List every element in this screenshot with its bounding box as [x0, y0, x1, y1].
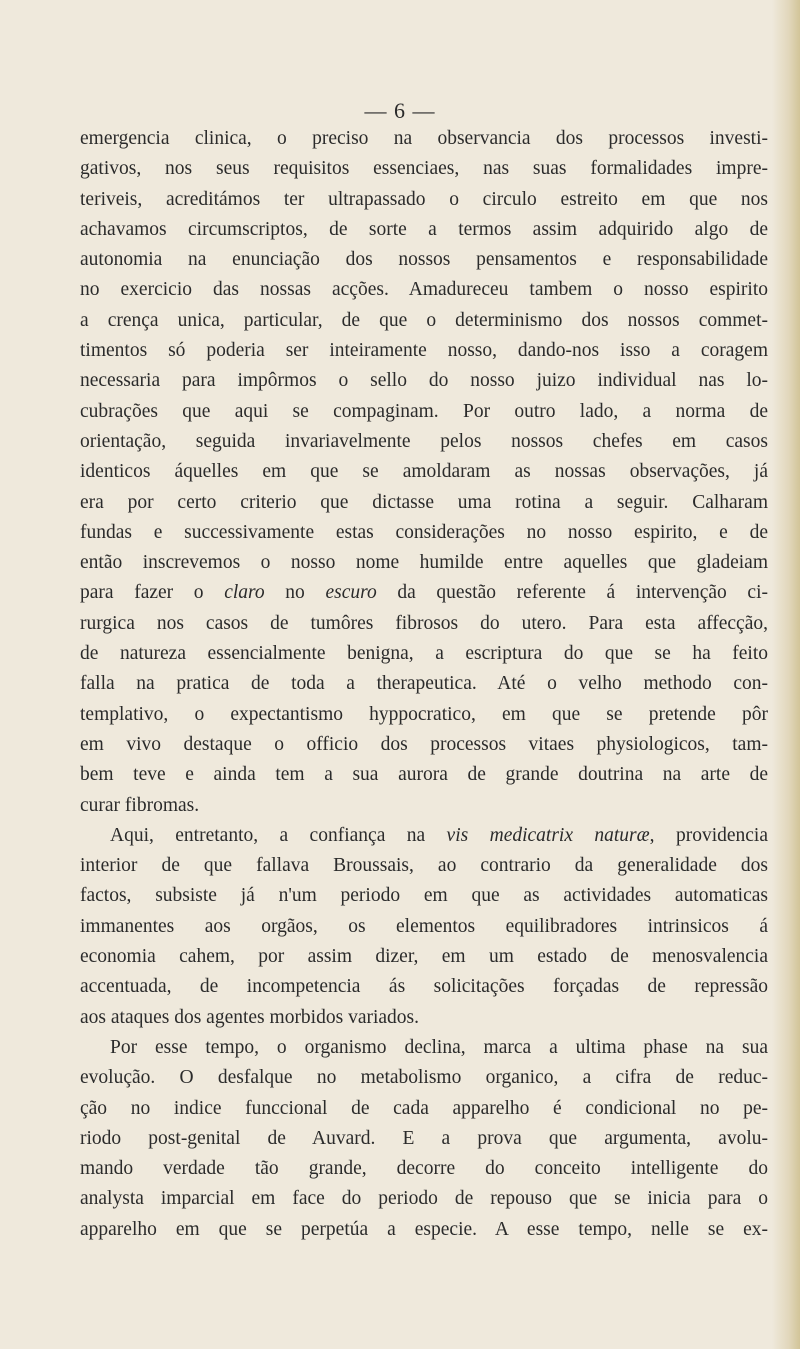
text-line: autonomia na enunciação dos nossos pensamentos e responsabilidade [80, 249, 768, 271]
text-segment: da questão referente á intervenção ci- [376, 582, 768, 604]
text-line: orientação, seguida invariavelmente pelos nossos chefes em casos [80, 430, 768, 452]
text-line: economia cahem, por assim dizer, em um estado de menosvalencia [80, 946, 768, 968]
text-line: Por esse tempo, o organismo declina, marca a ultima phase na sua [110, 1036, 768, 1058]
text-line: fundas e successivamente estas considerações no nosso espirito, e de [80, 521, 768, 543]
text-line: timentos só poderia ser inteiramente nosso, dando-nos isso a coragem [80, 340, 768, 362]
text-line: falla na pratica de toda a therapeutica. Até o velho methodo con- [80, 673, 768, 695]
text-line: templativo, o expectantismo hyppocratico, em que se pretende pôr [80, 703, 768, 725]
text-line: de natureza essencialmente benigna, a escriptura do que se ha feito [80, 643, 768, 665]
text-line: então inscrevemos o nosso nome humilde entre aquelles que gladeiam [80, 552, 768, 574]
text-line: gativos, nos seus requisitos essenciaes, nas suas formalidades impre- [80, 158, 768, 180]
text-line: bem teve e ainda tem a sua aurora de grande doutrina na arte de [80, 764, 768, 786]
text-line: achavamos circumscriptos, de sorte a termos assim adquirido algo de [80, 218, 768, 240]
text-line: teriveis, acreditámos ter ultrapassado o circulo estreito em que nos [80, 188, 768, 210]
text-line-with-italics [80, 578, 768, 608]
italic-term-vis-medicatrix: vis medicatrix naturæ [446, 824, 650, 846]
text-line: cubrações que aqui se compaginam. Por outro lado, a norma de [80, 400, 768, 422]
text-line: factos, subsiste já n'um periodo em que as actividades automaticas [80, 885, 768, 907]
text-line: necessaria para impôrmos o sello do nosso juizo individual nas lo- [80, 370, 768, 392]
text-line: analysta imparcial em face do periodo de repouso que se inicia para o [80, 1188, 768, 1210]
italic-term-escuro: escuro [325, 582, 377, 604]
text-line: interior de que fallava Broussais, ao contrario da generalidade dos [80, 855, 768, 877]
text-line: accentuada, de incompetencia ás solicitações forçadas de repressão [80, 976, 768, 998]
text-segment: para fazer o [80, 582, 225, 604]
body-text [80, 124, 768, 1245]
text-line: apparelho em que se perpetúa a especie. A esse tempo, nelle se ex- [80, 1218, 768, 1240]
text-line: rurgica nos casos de tumôres fibrosos do utero. Para esta affecção, [80, 612, 768, 634]
text-line: immanentes aos orgãos, os elementos equilibradores intrinsicos á [80, 915, 768, 937]
text-line: evolução. O desfalque no metabolismo organico, a cifra de reduc- [80, 1067, 768, 1089]
text-line: ção no indice funccional de cada apparelho é condicional no pe- [80, 1097, 768, 1119]
text-line: era por certo criterio que dictasse uma rotina a seguir. Calharam [80, 491, 768, 513]
text-line: no exercicio das nossas acções. Amadureceu tambem o nosso espirito [80, 279, 768, 301]
text-segment: no [264, 582, 326, 604]
text-line: em vivo destaque o officio dos processos vitaes physiologicos, tam- [80, 733, 768, 755]
text-segment: Aqui, entretanto, a confiança na [110, 824, 447, 846]
text-line: a crença unica, particular, de que o determinismo dos nossos commet- [80, 309, 768, 331]
text-segment: , providencia [649, 824, 768, 846]
text-line-with-italics [80, 821, 768, 851]
page-number: — 6 — [364, 98, 436, 123]
text-line: curar fibromas. [80, 794, 200, 816]
page-edge-shadow [772, 0, 800, 1349]
text-line: emergencia clinica, o preciso na observancia dos processos investi- [80, 128, 768, 149]
text-line: identicos áquelles em que se amoldaram as nossas observações, já [80, 461, 768, 483]
text-line: riodo post-genital de Auvard. E a prova que argumenta, avolu- [80, 1127, 768, 1149]
text-line: mando verdade tão grande, decorre do conceito intelligente do [80, 1158, 768, 1180]
text-line: aos ataques dos agentes morbidos variados. [80, 1006, 420, 1028]
italic-term-claro: claro [224, 582, 265, 604]
